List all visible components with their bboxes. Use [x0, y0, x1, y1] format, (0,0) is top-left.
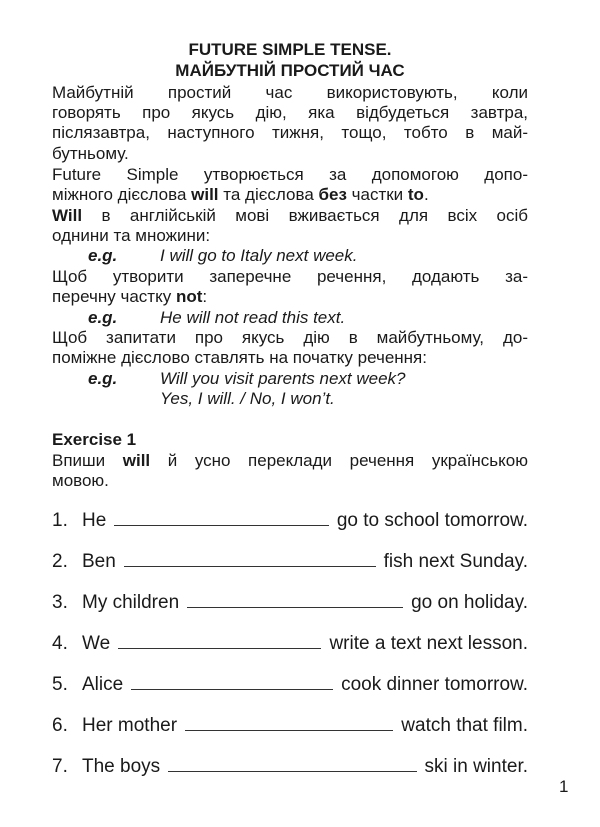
answer-blank[interactable]: [168, 757, 416, 772]
example-label: e.g.: [88, 246, 118, 265]
text-line: [52, 103, 528, 123]
text-line: [52, 389, 528, 409]
text-segment: бутньому.: [52, 144, 129, 163]
text-segment: Щоб утворити заперечне речення, додають за-: [52, 267, 528, 286]
text-segment: :: [202, 287, 208, 306]
text-segment: .: [423, 185, 429, 204]
exercise-item: [52, 592, 528, 614]
text-line: [52, 246, 528, 266]
item-rest: watch that film.: [401, 715, 528, 736]
item-subject: We: [82, 633, 111, 654]
text-segment: Майбутній простий час використовують, коли: [52, 83, 528, 102]
page-subtitle: МАЙБУТНІЙ ПРОСТИЙ ЧАС: [175, 61, 405, 80]
text-segment: частки: [346, 185, 408, 204]
text-segment: післязавтра, наступного тижня, тощо, тобто в май-: [52, 123, 528, 142]
text-line: [52, 144, 528, 164]
text-line: [52, 287, 528, 307]
item-number: 1.: [52, 510, 68, 531]
exercise-item: [52, 510, 528, 532]
item-number: 7.: [52, 756, 68, 777]
bold-term: Will: [52, 206, 83, 225]
page-number: 1: [559, 777, 569, 796]
text-segment: в англійській мові вживається для всіх осіб: [82, 206, 528, 225]
page-title: FUTURE SIMPLE TENSE.: [188, 40, 392, 59]
text-line: [52, 123, 528, 143]
item-rest: cook dinner tomorrow.: [341, 674, 528, 695]
exercise-item: [52, 674, 528, 696]
answer-blank[interactable]: [124, 552, 376, 567]
item-subject: My children: [82, 592, 180, 613]
text-segment: Future Simple утворюється за допомогою допо-: [52, 165, 528, 184]
text-line: [52, 369, 528, 389]
answer-blank[interactable]: [118, 634, 321, 649]
text-segment: Щоб запитати про якусь дію в майбутньому, до-: [52, 328, 528, 347]
item-number: 2.: [52, 551, 68, 572]
exercise-item: [52, 633, 528, 655]
text-line: [52, 226, 528, 246]
item-subject: Ben: [82, 551, 116, 572]
text-line: [52, 206, 528, 226]
exercise-item: [52, 756, 528, 778]
text-segment: мовою.: [52, 471, 109, 490]
text-line: [52, 185, 528, 205]
item-rest: ski in winter.: [424, 756, 528, 777]
text-line: [52, 430, 528, 450]
answer-blank[interactable]: [185, 716, 393, 731]
example-label: e.g.: [88, 369, 118, 388]
item-subject: Her mother: [82, 715, 178, 736]
text-line: [52, 165, 528, 185]
text-segment: перечну частку: [52, 287, 176, 306]
bold-term: без: [318, 185, 347, 204]
text-segment: міжного дієслова: [52, 185, 192, 204]
text-segment: Впиши: [52, 451, 123, 470]
text-segment: говорять про якусь дію, яка відбудеться завтра,: [52, 103, 528, 122]
text-segment: He will not read this text.: [160, 308, 346, 327]
text-line: [52, 267, 528, 287]
example-label: e.g.: [88, 308, 118, 327]
exercise-item: [52, 551, 528, 573]
text-segment: Will you visit parents next week?: [160, 369, 406, 388]
bold-term: not: [175, 287, 203, 306]
item-rest: go on holiday.: [411, 592, 528, 613]
bold-term: will: [122, 451, 151, 470]
text-line: [52, 328, 528, 348]
text-segment: й усно переклади речення українською: [150, 451, 528, 470]
item-rest: go to school tomorrow.: [336, 510, 528, 531]
item-subject: He: [82, 510, 107, 531]
text-line: [52, 451, 528, 471]
item-number: 5.: [52, 674, 68, 695]
bold-term: Exercise 1: [52, 430, 137, 449]
text-line: [52, 308, 528, 328]
item-number: 6.: [52, 715, 68, 736]
answer-blank[interactable]: [187, 593, 403, 608]
item-rest: write a text next lesson.: [329, 633, 528, 654]
bold-term: will: [191, 185, 219, 204]
answer-blank[interactable]: [131, 675, 333, 690]
text-segment: I will go to Italy next week.: [160, 246, 358, 265]
item-subject: Alice: [82, 674, 124, 695]
text-segment: поміжне дієслово ставлять на початку речення:: [52, 348, 427, 367]
text-segment: та дієслова: [218, 185, 319, 204]
text-line: [52, 348, 528, 368]
item-number: 4.: [52, 633, 68, 654]
item-number: 3.: [52, 592, 68, 613]
text-line: [52, 471, 528, 491]
text-line: [52, 83, 528, 103]
text-segment: однини та множини:: [52, 226, 211, 245]
exercise-item: [52, 715, 528, 737]
answer-blank[interactable]: [114, 511, 329, 526]
bold-term: to: [407, 185, 424, 204]
text-segment: Yes, I will. / No, I won’t.: [160, 389, 335, 408]
item-subject: The boys: [82, 756, 161, 777]
item-rest: fish next Sunday.: [383, 551, 528, 572]
